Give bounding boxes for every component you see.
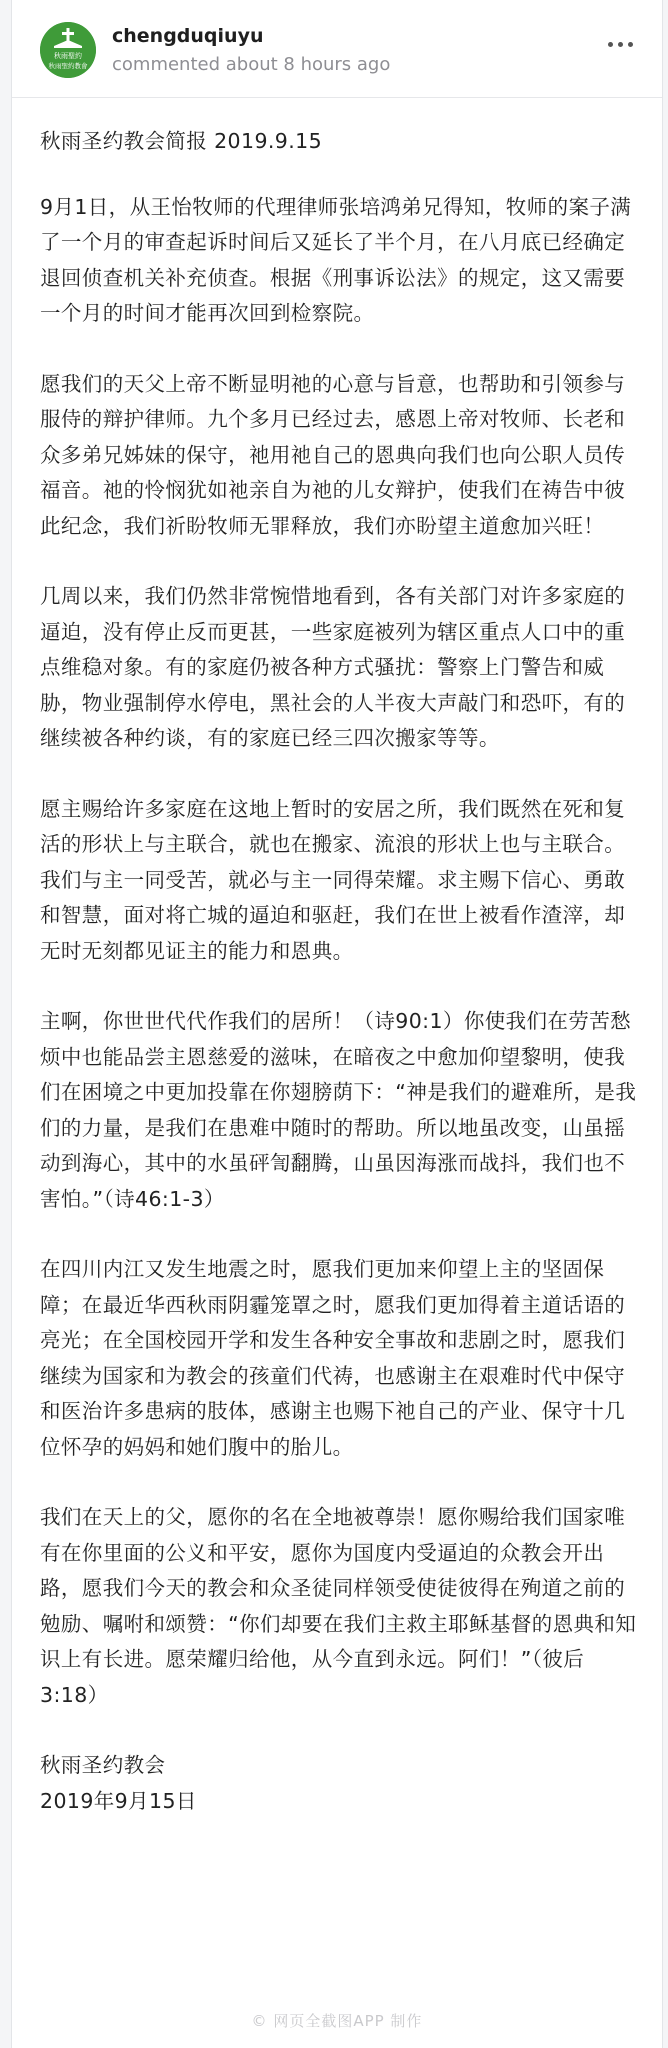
paragraph: 愿我们的天父上帝不断显明祂的心意与旨意，也帮助和引领参与服侍的辩护律师。九个多月已经过去，感恩上帝对牧师、长老和众多弟兄姊妹的保守，祂用祂自己的恩典向我们也向公职人员传福音。祂的怜悯犹如祂亲自为祂的儿女辩护，使我们在祷告中彼此纪念，我们祈盼牧师无罪释放，我们亦盼望主道愈加兴旺！ (40, 371, 626, 538)
username-link[interactable]: chengduqiuyu (112, 25, 264, 47)
church-logo-icon (40, 22, 96, 78)
paragraph: 在四川内江又发生地震之时，愿我们更加来仰望上主的坚固保障；在最近华西秋雨阴霾笼罩之时，愿我们更加得着主道话语的亮光；在全国校园开学和发生各种安全事故和悲剧之时，愿我们继续为国家和为教会的孩童们代祷，也感谢主在艰难时代中保守和医治许多患病的肢体，感谢主也赐下祂自己的产业、保守十几位怀孕的妈妈和她们腹中的胎儿。 (40, 1257, 626, 1459)
more-dot (608, 42, 613, 47)
paragraph: 我们在天上的父，愿你的名在全地被尊崇！愿你赐给我们国家唯有在你里面的公义和平安，愿你为国度内受逼迫的众教会开出路，愿我们今天的教会和众圣徒同样领受使徒彼得在殉道之前的勉励、嘱咐和颂赞：“你们却要在我们主救主耶稣基督的恩典和知识上有长进。愿荣耀归给他，从今直到永远。阿们！”（彼后3:18） (40, 1505, 637, 1707)
comment-card (11, 0, 663, 2048)
paragraph: 9月1日，从王怡牧师的代理律师张培鸿弟兄得知，牧师的案子满了一个月的审查起诉时间后又延长了半个月，在八月底已经确定退回侦查机关补充侦查。根据《刑事诉讼法》的规定，这又需要一个月的时间才能再次回到检察院。 (40, 194, 632, 325)
signature-date: 2019年9月15日 (40, 1788, 197, 1813)
more-horizontal-icon[interactable] (602, 32, 638, 56)
signature: 秋雨圣约教会 (40, 1753, 166, 1777)
more-dot (618, 42, 623, 47)
screenshot-watermark: © 网页全截图APP 制作 (251, 2012, 423, 2030)
comment-body (40, 124, 640, 1819)
bulletin-title: 秋雨圣约教会简报 2019.9.15 (40, 129, 323, 153)
more-dot (628, 42, 633, 47)
paragraph: 几周以来，我们仍然非常惋惜地看到，各有关部门对许多家庭的逼迫，没有停止反而更甚，一些家庭被列为辖区重点人口中的重点维稳对象。有的家庭仍被各种方式骚扰：警察上门警告和威胁，物业强制停水停电，黑社会的人半夜大声敲门和恐吓，有的继续被各种约谈，有的家庭已经三四次搬家等等。 (40, 584, 626, 750)
avatar[interactable] (40, 22, 96, 78)
avatar-text-top: 秋雨聖約 (54, 52, 82, 60)
comment-header (12, 0, 662, 98)
comment-timestamp[interactable]: commented about 8 hours ago (112, 54, 391, 75)
paragraph: 主啊，你世世代代作我们的居所！（诗90:1）你使我们在劳苦愁烦中也能品尝主恩慈爱的滋味，在暗夜之中愈加仰望黎明，使我们在困境之中更加投靠在你翅膀荫下：“神是我们的避难所，是我们的力量，是我们在患难中随时的帮助。所以地虽改变，山虽摇动到海心，其中的水虽砰訇翻腾，山虽因海涨而战抖，我们也不害怕。”（诗46:1-3） (40, 1009, 637, 1211)
paragraph: 愿主赐给许多家庭在这地上暂时的安居之所，我们既然在死和复活的形状上与主联合，就也在搬家、流浪的形状上也与主联合。我们与主一同受苦，就必与主一同得荣耀。求主赐下信心、勇敢和智慧，面对将亡城的逼迫和驱赶，我们在世上被看作渣滓，却无时无刻都见证主的能力和恩典。 (40, 796, 626, 963)
avatar-text-bottom: 秋雨聖約教會 (48, 62, 88, 70)
